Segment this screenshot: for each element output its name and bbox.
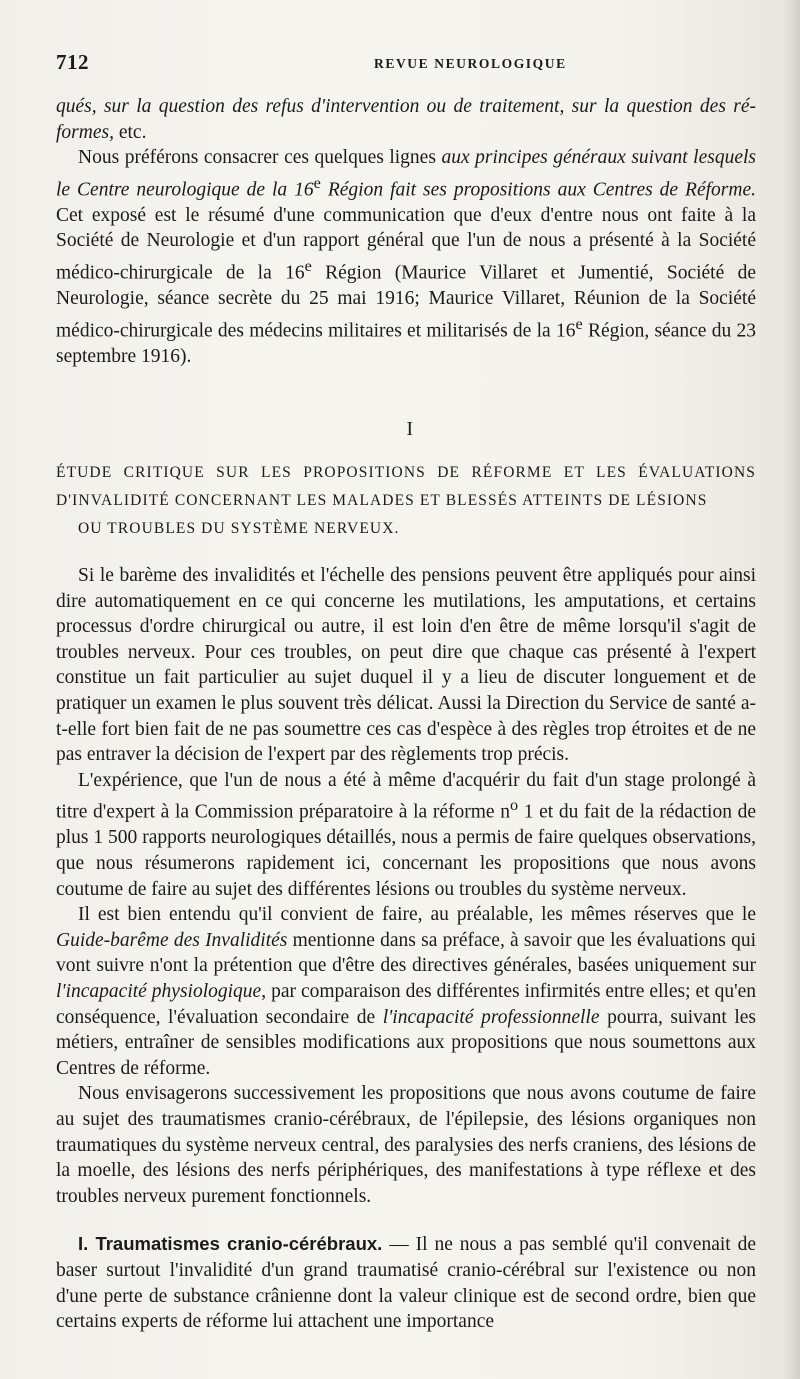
text-run: etc. [113,121,147,143]
article-body [56,94,756,1335]
page-edge-shadow [782,0,800,1379]
subsection-heading: I. Traumatismes cranio-cérébraux. [78,1233,383,1255]
text-run: Nous préférons consacrer ces quelques lignes [78,147,442,169]
superscript: e [575,314,583,333]
italic-run: l'incapacité professionnelle [382,1006,600,1028]
paragraph-1 [56,94,756,145]
superscript: e [313,173,321,192]
section-number: I [406,419,414,441]
page-header [56,50,756,74]
section-heading-line-2: OU TROUBLES DU SYSTÈME NERVEUX. [78,520,400,538]
paragraph-7 [56,1231,756,1334]
text-run: Région (Maurice Villaret et Jumentié, Société de Neurologie, séance secrète du 25 mai 1916; Maurice Villaret, Réunion de la Société médico-chirurgicale des médecins militaires et militarisés de la 16 [56,262,756,342]
section-heading-line-1: ÉTUDE CRITIQUE SUR LES PROPOSITIONS DE RÉFORME ET LES ÉVALUATIONS D'INVALIDITÉ CONCERNANT LES MALADES ET BLESSÉS ATTEINTS DE LÉSIONS [56,464,756,510]
paragraph-spacer [56,1209,756,1231]
paragraph-4 [56,768,756,902]
page-number: 712 [56,50,89,74]
italic-run: l'incapacité physiologique [56,981,262,1003]
paragraph-3: Si le barème des invalidités et l'échelle des pensions peuvent être appliqués pour ainsi dire automatiquement en ce qui concerne les mutilations, les amputations, et certains processus d'ordre chirurgical ou autre, il est loin d'en être de même lorsqu'il s'agit de troubles nerveux. Pour ces troubles, on peut dire que chaque cas présenté à l'expert constitue un fait particulier au sujet duquel il y a lieu de discuter longuement et de pratiquer un examen le plus souvent très délicat. Aussi la Direction du Service de santé a-t-elle fort bien fait de ne pas soumettre ces cas d'espèce à des règles trop étroites et de ne pas entraver la décision de l'expert par des règlements trop précis. [56,565,756,766]
text-run: Cet exposé est le résumé d'une communication que d'eux d'entre nous ont faite à la Société de Neurologie et d'un rapport général que l'un de nous a présenté à la Société médico-chirurgicale de la 16 [56,204,756,284]
paragraph-6: Nous envisagerons successivement les propositions que nous avons coutume de faire au sujet des traumatismes cranio-cérébraux, de l'épilepsie, des lésions organiques non traumatiques du système nerveux central, des paralysies des nerfs craniens, des lésions de la moelle, des lésions des nerfs périphériques, des manifestations à type réflexe et des troubles nerveux purement fonctionnels. [56,1083,756,1207]
italic-run: Guide-barême des Invalidités [56,929,288,951]
text-run: Région, séance du 23 septembre 1916). [56,320,756,367]
section-heading [56,459,756,543]
text-run: Il est bien entendu qu'il convient de faire, au préalable, les mêmes réserves que le [78,904,756,926]
text-run: pourra, suivant les métiers, entraîner de sensibles modifications aux propositions que nous soumettons aux Centres de réforme. [56,1006,756,1079]
italic-run: aux principes généraux suivant lesquels le Centre neurologique de la 16 [56,147,756,201]
running-title: REVUE NEUROLOGIQUE [374,56,567,71]
italic-run: qués, sur la question des refus d'intervention ou de traitement, sur la question des ré-formes, [56,96,756,143]
superscript: o [509,796,519,815]
paragraph-5 [56,902,756,1081]
paragraph-2 [56,145,756,369]
text-run: — Il ne nous a pas semblé qu'il convenait de baser surtout l'invalidité d'un grand traumatisé cranio-cérébral sur l'existence ou non d'une perte de substance crânienne dont la valeur clinique est de second ordre, bien que certains experts de réforme lui attachent une importance [56,1234,757,1333]
text-run: L'expérience, que l'un de nous a été à même d'acquérir du fait d'un stage prolongé à titre d'expert à la Commission préparatoire à la réforme n [56,769,756,823]
text-run: , par comparaison des différentes infirmités entre elles; et qu'en conséquence, l'évaluation secondaire de [56,981,756,1028]
italic-run: Région fait ses propositions aux Centres de Réforme. [320,179,756,201]
text-run: mentionne dans sa préface, à savoir que les évaluations qui vont suivre n'ont la prétention que d'être des directives générales, basées uniquement sur [56,929,757,977]
text-run: 1 et du fait de la rédaction de plus 1 500 rapports neurologiques détaillés, nous a permis de faire quelques observations, que nous résumerons rapidement ici, concernant les propositions que nous avons coutume de faire au sujet des différentes lésions ou troubles du système nerveux. [56,801,757,900]
superscript: e [304,257,312,276]
